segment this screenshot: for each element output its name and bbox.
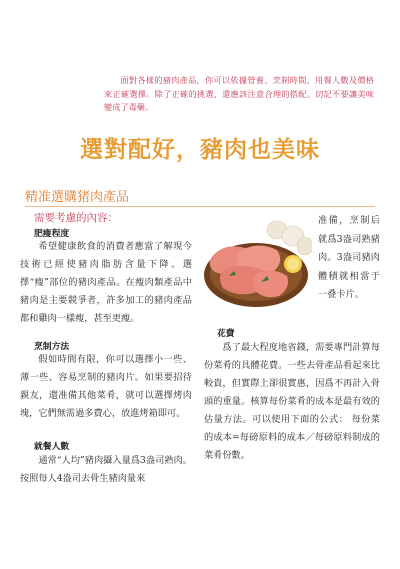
diners-heading: 就餐人數	[34, 442, 70, 452]
pork-chops-photo	[201, 212, 312, 311]
side-paragraph: 准備，烹制后就爲3盎司熟豬肉。3盎司豬肉體積就相當于一叠卡片。	[318, 215, 380, 300]
cooking-paragraph: 假如時間有限，你可以選擇小一些、薄一些、容易烹制的豬肉片。如果要招待親友，還准備其他菜肴，就可以選擇烤肉塊，它們無需過多費心，放進烤箱即可。	[20, 354, 192, 419]
fat-paragraph: 希望健康飲食的消費者應當了解現今技術已經使豬肉脂肪含量下降。選擇“瘦”部位的豬肉產品。在瘦肉類產品中豬肉是主要競爭者，許多加工的豬肉產品都和雞肉一樣瘦，甚至更瘦。	[20, 241, 192, 324]
section-subtitle: 需要考慮的內容：	[34, 212, 118, 224]
fat-heading: 肥瘦程度	[34, 229, 70, 239]
section-divider	[25, 206, 375, 207]
page-headline: 選對配好，豬肉也美味	[80, 137, 320, 163]
cost-paragraph: 爲了最大程度地省錢，需要專門計算每份菜肴的具體花費。一些去骨產品看起來比較貴，但實際上卻很實惠，因爲不再計入骨頭的重量。核算每份菜肴的成本是最有效的估量方法。可以使用下面的公式： 每份菜的成本=每磅原料的成本／每磅原料制成的菜肴份數。	[204, 342, 380, 461]
pork-chops-illustration	[201, 212, 312, 311]
section-title: 精准選購猪肉產品	[25, 190, 130, 205]
cooking-heading: 烹制方法	[34, 342, 70, 352]
intro-paragraph: 面對各樣的豬肉產品，你可以依據營養、烹制時間、用餐人數及價格來正確選擇。除了正確的挑選，還應該注意合理的搭配。切記不要讓美味變成了毒藥。	[104, 75, 374, 113]
cost-heading: 花費	[217, 329, 235, 339]
diners-paragraph: 通常“人均”豬肉攝入量爲3盎司熟肉。按照每人4盎司去骨生豬肉量來	[20, 455, 192, 484]
